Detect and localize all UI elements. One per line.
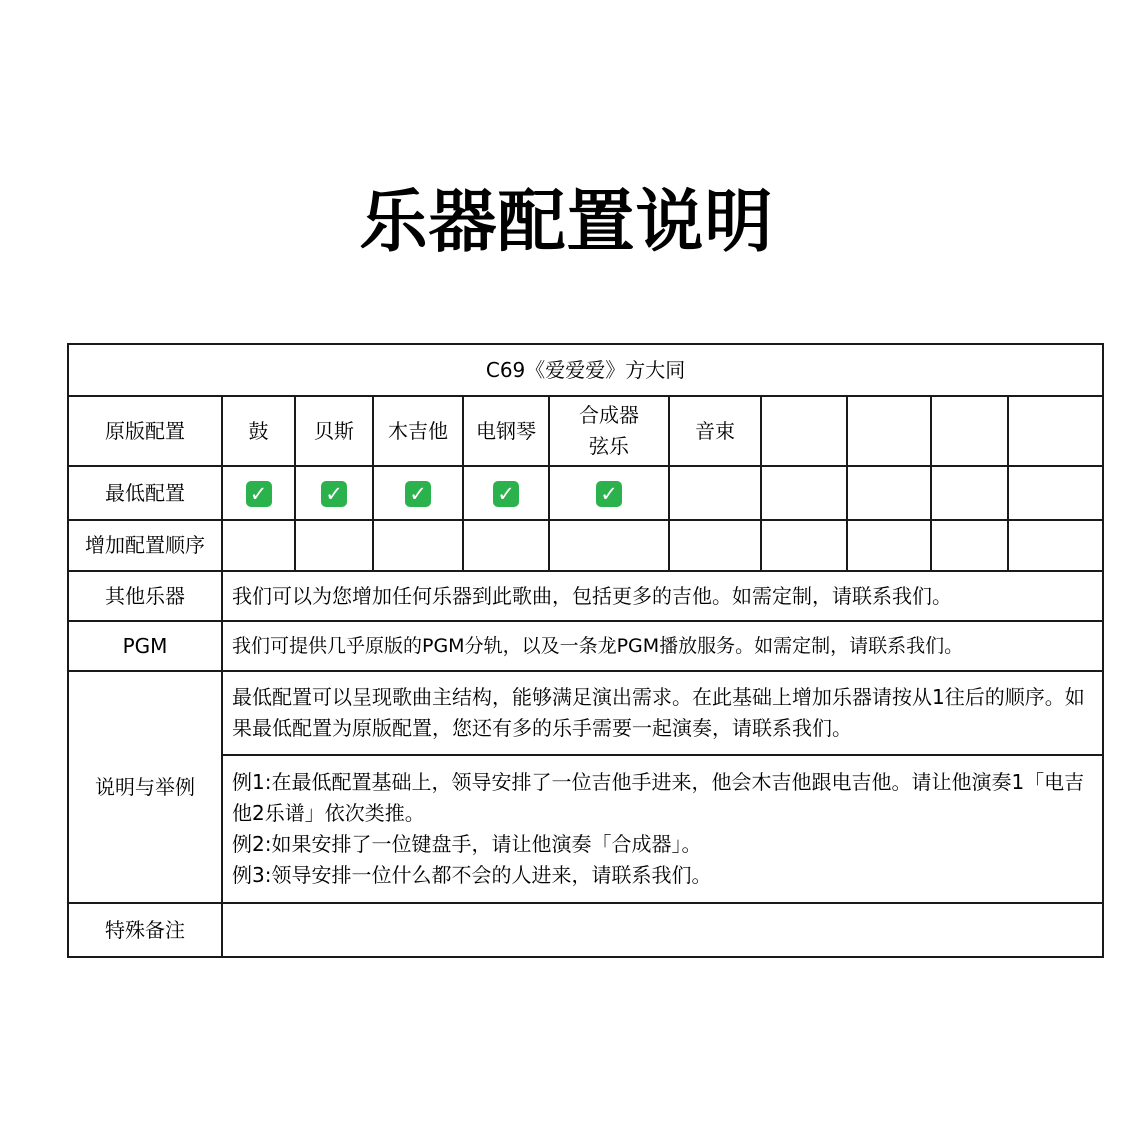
instrument-cell: 木吉他 — [373, 396, 463, 466]
order-cell — [761, 520, 847, 571]
check-mark-icon: ✓ — [246, 481, 272, 507]
examples-cell — [222, 755, 1103, 903]
other-instruments-text: 我们可以为您增加任何乐器到此歌曲，包括更多的吉他。如需定制，请联系我们。 — [222, 571, 1103, 621]
check-mark-icon: ✓ — [493, 481, 519, 507]
instrument-cell — [761, 396, 847, 466]
order-cell — [669, 520, 761, 571]
instrument-cell: 贝斯 — [295, 396, 373, 466]
minimum-cell — [1008, 466, 1103, 520]
example-line: 例2:如果安排了一位键盘手，请让他演奏「合成器」。 — [232, 832, 702, 856]
examples-row — [68, 755, 1103, 903]
row-label-explain: 说明与举例 — [68, 671, 222, 903]
minimum-cell — [373, 466, 463, 520]
instrument-cell — [931, 396, 1008, 466]
minimum-cell — [463, 466, 549, 520]
minimum-cell — [669, 466, 761, 520]
instrument-cell: 鼓 — [222, 396, 295, 466]
check-mark-icon: ✓ — [321, 481, 347, 507]
row-label-special: 特殊备注 — [68, 903, 222, 957]
instrument-config-table — [67, 343, 1104, 958]
order-cell — [931, 520, 1008, 571]
instrument-cell: 音束 — [669, 396, 761, 466]
minimum-cell — [847, 466, 931, 520]
order-cell — [847, 520, 931, 571]
minimum-cell — [761, 466, 847, 520]
order-cell — [373, 520, 463, 571]
song-title: C69《爱爱爱》方大同 — [68, 344, 1103, 396]
explain-text: 最低配置可以呈现歌曲主结构，能够满足演出需求。在此基础上增加乐器请按从1往后的顺序。如果最低配置为原版配置，您还有多的乐手需要一起演奏，请联系我们。 — [222, 671, 1103, 755]
row-label-add-order: 增加配置顺序 — [68, 520, 222, 571]
pgm-text: 我们可提供几乎原版的PGM分轨，以及一条龙PGM播放服务。如需定制，请联系我们。 — [222, 621, 1103, 671]
row-label-other: 其他乐器 — [68, 571, 222, 621]
example-line: 例1:在最低配置基础上，领导安排了一位吉他手进来，他会木吉他跟电吉他。请让他演奏1「电吉他2乐谱」依次类推。 — [232, 770, 1085, 825]
other-instruments-row — [68, 571, 1103, 621]
explain-row — [68, 671, 1103, 755]
special-notes-row — [68, 903, 1103, 957]
minimum-cell — [222, 466, 295, 520]
pgm-row — [68, 621, 1103, 671]
instrument-cell — [847, 396, 931, 466]
row-label-pgm: PGM — [68, 621, 222, 671]
row-label-original: 原版配置 — [68, 396, 222, 466]
original-config-row — [68, 396, 1103, 466]
special-notes-text — [222, 903, 1103, 957]
order-cell — [463, 520, 549, 571]
row-label-minimum: 最低配置 — [68, 466, 222, 520]
page-title: 乐器配置说明 — [359, 183, 774, 262]
order-cell — [549, 520, 669, 571]
check-mark-icon: ✓ — [596, 481, 622, 507]
add-order-row — [68, 520, 1103, 571]
example-line: 例3:领导安排一位什么都不会的人进来，请联系我们。 — [232, 863, 712, 887]
minimum-cell — [931, 466, 1008, 520]
order-cell — [1008, 520, 1103, 571]
order-cell — [295, 520, 373, 571]
instrument-cell: 电钢琴 — [463, 396, 549, 466]
minimum-config-row — [68, 466, 1103, 520]
minimum-cell — [295, 466, 373, 520]
instrument-cell — [1008, 396, 1103, 466]
check-mark-icon: ✓ — [405, 481, 431, 507]
instrument-cell: 合成器 弦乐 — [549, 396, 669, 466]
order-cell — [222, 520, 295, 571]
minimum-cell — [549, 466, 669, 520]
